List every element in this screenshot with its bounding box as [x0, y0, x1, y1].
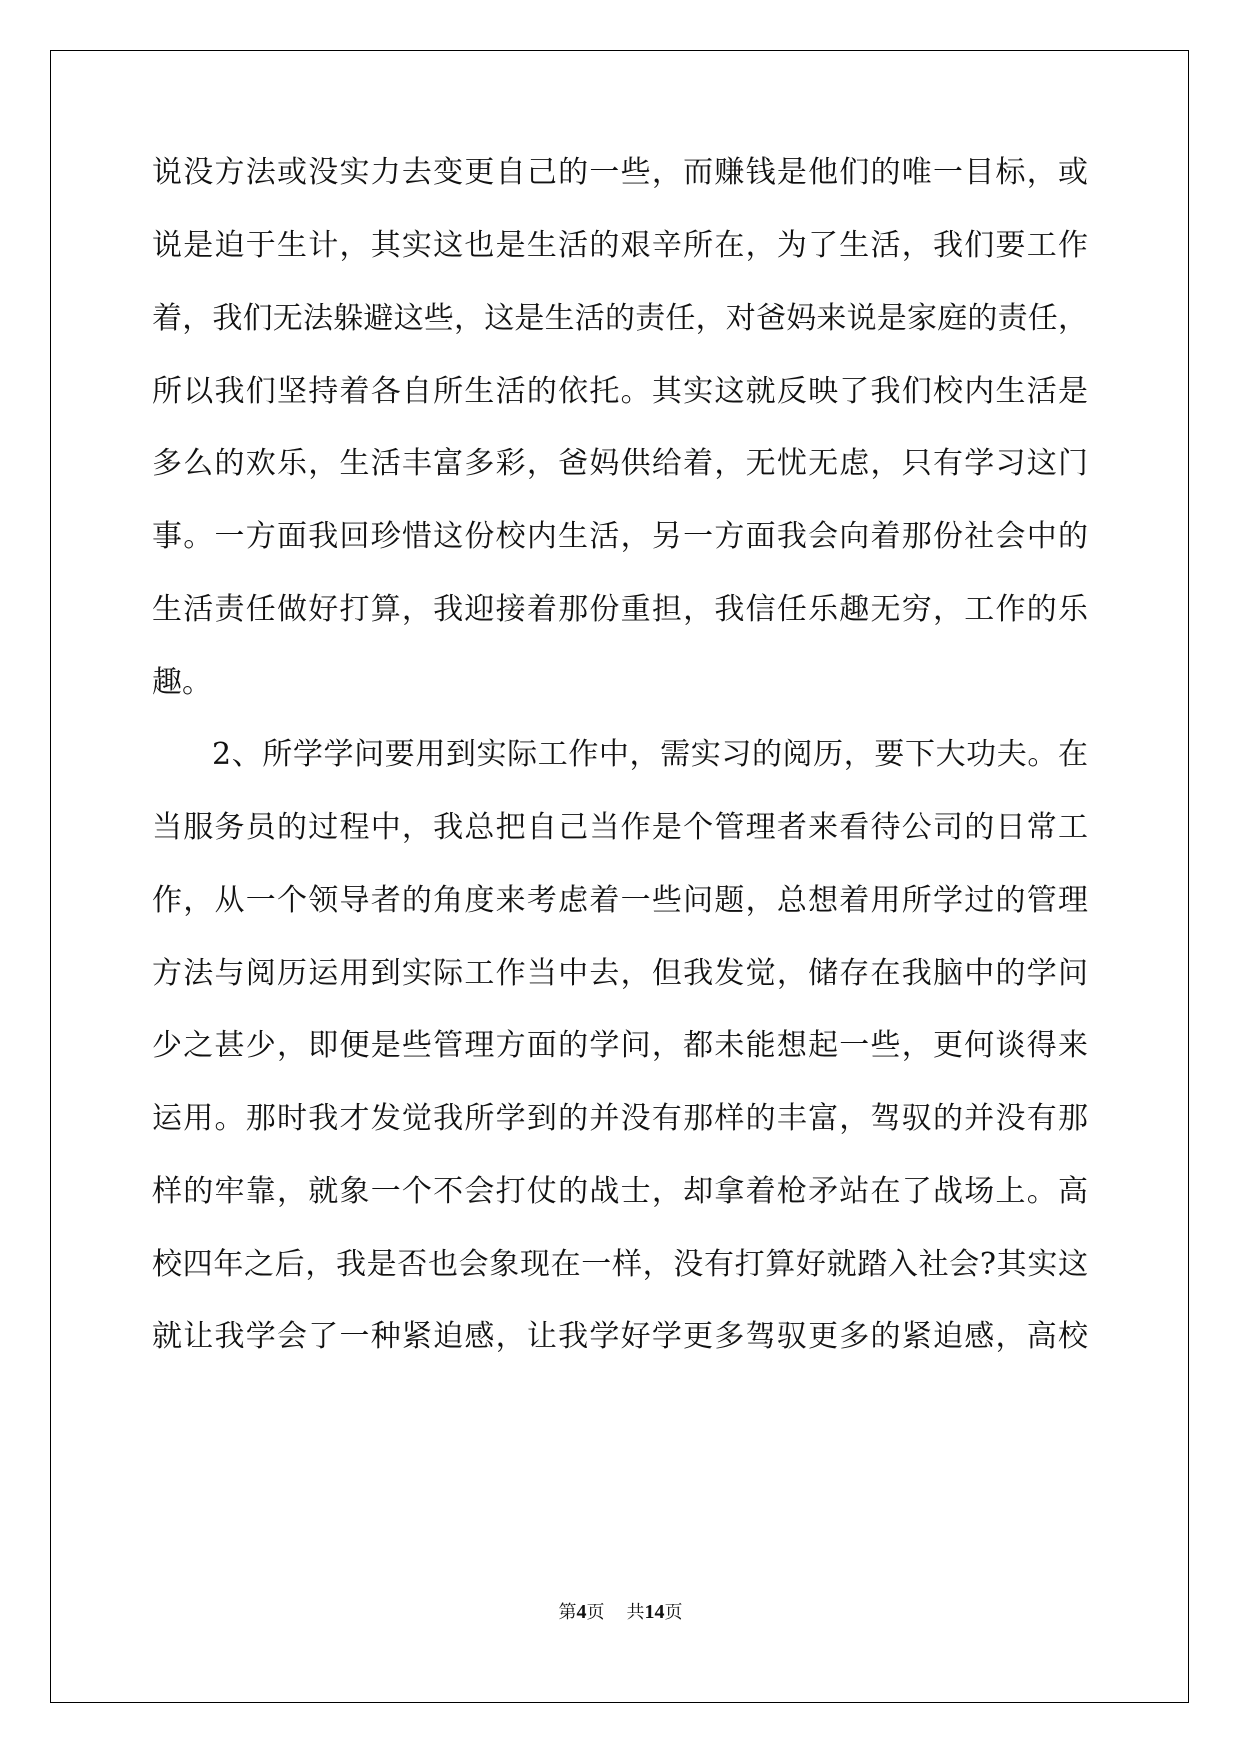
total-pages-label: 共14页: [626, 1601, 683, 1623]
page-footer: [0, 1598, 1241, 1624]
paragraph-line: 当服务员的过程中，我总把自己当作是个管理者来看待公司的日常工: [152, 810, 1088, 845]
paragraph-line: 趣。: [152, 665, 212, 700]
paragraph-line: 校四年之后，我是否也会象现在一样，没有打算好就踏入社会?其实这: [152, 1247, 1088, 1282]
paragraph-line: 说没方法或没实力去变更自己的一些，而赚钱是他们的唯一目标，或: [152, 155, 1088, 190]
paragraph-line: 就让我学会了一种紧迫感，让我学好学更多驾驭更多的紧迫感，高校: [152, 1319, 1088, 1354]
paragraph-line: 所以我们坚持着各自所生活的依托。其实这就反映了我们校内生活是: [152, 374, 1088, 409]
paragraph-line: 事。一方面我回珍惜这份校内生活，另一方面我会向着那份社会中的: [152, 519, 1088, 554]
paragraph-line: 生活责任做好打算，我迎接着那份重担，我信任乐趣无穷，工作的乐: [152, 592, 1088, 627]
paragraph-line: 说是迫于生计，其实这也是生活的艰辛所在，为了生活，我们要工作: [152, 228, 1088, 263]
page-number-label: 第4页: [558, 1601, 605, 1623]
paragraph-line: 少之甚少，即便是些管理方面的学问，都未能想起一些，更何谈得来: [152, 1028, 1088, 1063]
paragraph-line: 着，我们无法躲避这些，这是生活的责任，对爸妈来说是家庭的责任，: [152, 301, 1088, 336]
paragraph-line: 作，从一个领导者的角度来考虑着一些问题，总想着用所学过的管理: [152, 883, 1088, 918]
paragraph-line: 方法与阅历运用到实际工作当中去，但我发觉，储存在我脑中的学问: [152, 956, 1088, 991]
paragraph-line: 样的牢靠，就象一个不会打仗的战士，却拿着枪矛站在了战场上。高: [152, 1174, 1088, 1209]
paragraph-line: 2、所学学问要用到实际工作中，需实习的阅历，要下大功夫。在: [212, 737, 1088, 772]
paragraph-line: 运用。那时我才发觉我所学到的并没有那样的丰富，驾驭的并没有那: [152, 1101, 1088, 1136]
paragraph-line: 多么的欢乐，生活丰富多彩，爸妈供给着，无忧无虑，只有学习这门: [152, 446, 1088, 481]
